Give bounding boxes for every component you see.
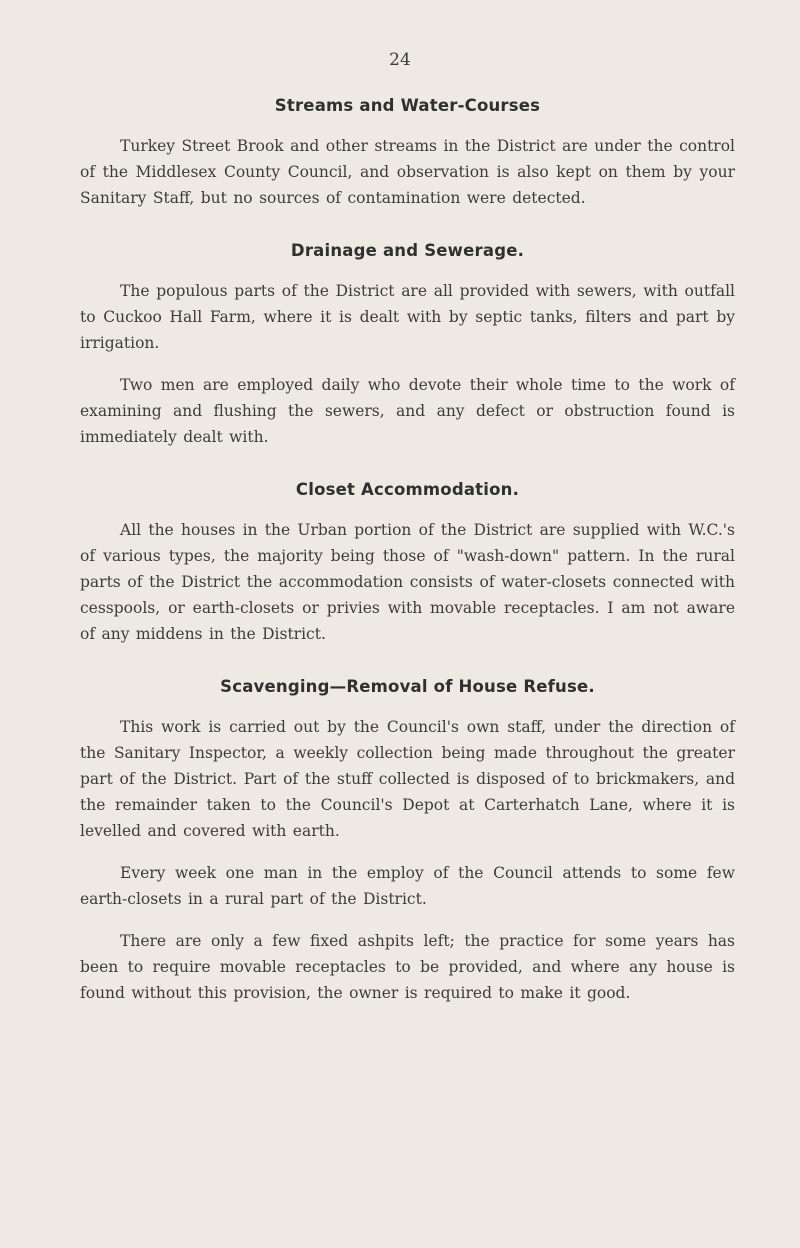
section-heading: Closet Accommodation. [295,480,520,499]
paragraph: Two men are employed daily who devote their whole time to the work of examining and flushing the sewers, and any defect or obstruction found is immediately dealt with. [80,376,735,446]
section-heading: Drainage and Sewerage. [290,241,525,260]
section-closet [80,480,735,647]
section-heading: Scavenging—Removal of House Refuse. [220,677,595,696]
page-number: 24 [389,50,411,70]
section-drainage [80,241,735,450]
section-heading: Streams and Water-Courses [274,96,541,115]
paragraph: There are only a few fixed ashpits left; the practice for some years has been to require movable receptacles to be provided, and where any house is found without this provision, the owner is required to make it good. [80,932,735,1002]
paragraph: This work is carried out by the Council's own staff, under the direction of the Sanitary Inspector, a weekly collection being made throughout the greater part of the District. Part of the stuff collected is disposed of to brickmakers, and the remainder taken to the Council's Depot at Carterhatch Lane, where it is levelled and covered with earth. [80,718,735,840]
paragraph: Every week one man in the employ of the Council attends to some few earth-closets in a rural part of the District. [80,864,735,908]
page-content [80,96,735,1006]
paragraph: The populous parts of the District are all provided with sewers, with outfall to Cuckoo Hall Farm, where it is dealt with by septic tanks, filters and part by irrigation. [80,282,735,352]
section-scavenging [80,677,735,1006]
section-streams [80,96,735,211]
paragraph: All the houses in the Urban portion of the District are supplied with W.C.'s of various types, the majority being those of "wash-down" pattern. In the rural parts of the District the accommodation consists of water-closets connected with cesspools, or earth-closets or privies with movable receptacles. I am not aware of any middens in the District. [80,521,735,643]
paragraph: Turkey Street Brook and other streams in the District are under the control of the Middlesex County Council, and observation is also kept on them by your Sanitary Staff, but no sources of contamination were detected. [80,137,735,207]
